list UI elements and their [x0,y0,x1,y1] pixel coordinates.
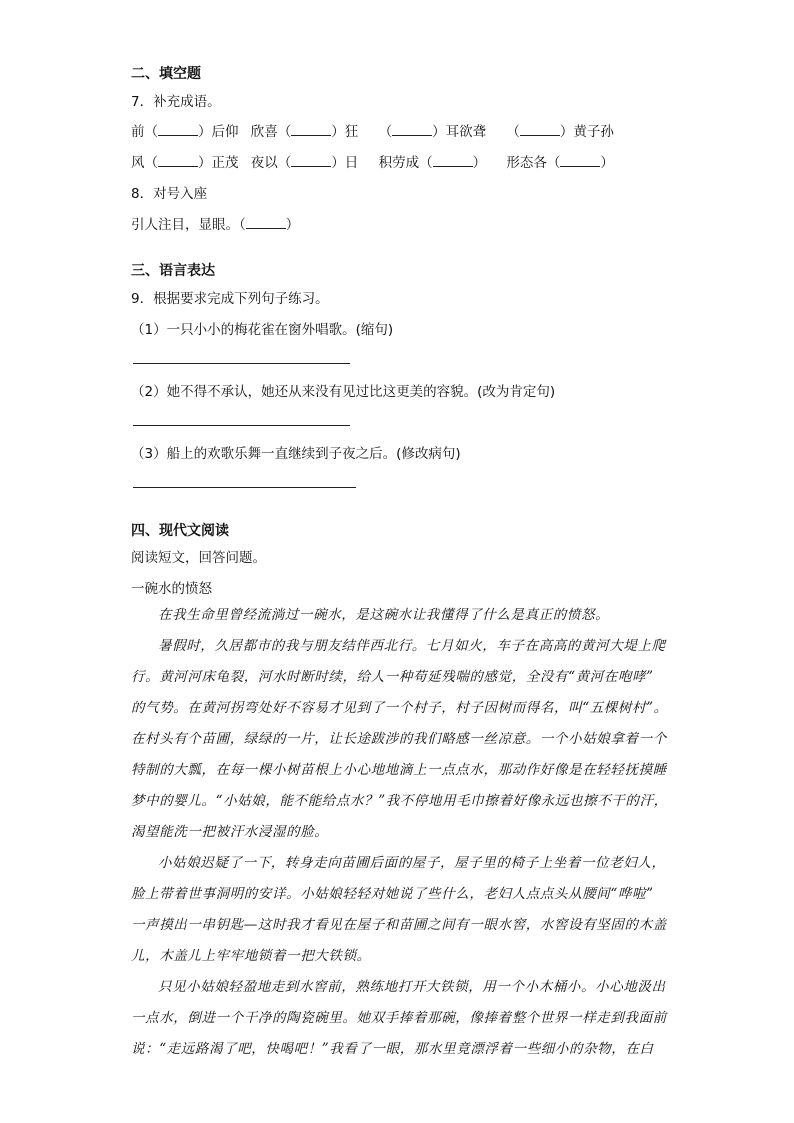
passage-line: 脸上带着世事洞明的安详。小姑娘轻轻对她说了些什么，老妇人点点头从腰间“哗啦” [131,886,654,902]
section-heading-fill: 二、填空题 [131,66,201,82]
reading-instruction: 阅读短文，回答问题。 [131,550,266,566]
idiom-text: 风（ [131,155,158,171]
answer-blank[interactable] [392,123,432,136]
idiom-text: ）狂 [331,124,359,140]
idiom-text: ）耳欲聋 [432,124,487,140]
answer-line-1[interactable] [133,363,350,364]
answer-line-2[interactable] [133,425,350,426]
idiom-text: ）日 [331,155,359,171]
passage-line: 暑假时，久居都市的我与朋友结伴西北行。七月如火，车子在高高的黄河大堤上爬 [158,638,666,654]
idiom-text: ）黄子孙 [559,124,614,140]
answer-line-3[interactable] [133,487,356,488]
passage-line: 在村头有个苗圃，绿绿的一片，让长途跋涉的我们略感一丝凉意。一个小姑娘拿着一个 [131,731,667,747]
sentence-task-1: （1）一只小小的梅花雀在窗外唱歌。(缩句) [131,322,394,338]
passage-line: 儿，木盖儿上牢牢地锁着一把大铁锁。 [131,948,371,964]
sentence-task-3: （3）船上的欢歌乐舞一直继续到子夜之后。(修改病句) [131,446,461,462]
passage-line: 只见小姑娘轻盈地走到水窖前，熟练地打开大铁锁，用一个小木桶小。小心地汲出 [158,979,666,995]
idiom-text: （ [506,124,520,140]
idiom-text: 欣喜（ [250,124,292,140]
passage-line: 一点水，倒进一个干净的陶瓷碗里。她双手捧着那碗，像捧着整个世界一样走到我面前 [131,1010,667,1026]
idiom-text: 前（ [131,124,158,140]
passage-body [131,600,671,1065]
passage-line: 在我生命里曾经流淌过一碗水，是这碗水让我懂得了什么是真正的愤怒。 [158,607,610,623]
idiom-text: 形态各（ [506,155,561,171]
idiom-text: ） [600,155,614,171]
answer-blank[interactable] [291,154,331,167]
passage-line: 小姑娘迟疑了一下，转身走向苗圃后面的屋子，屋子里的椅子上坐着一位老妇人， [158,855,666,871]
passage-title: 一碗水的愤怒 [131,581,212,597]
idiom-text: ）后仰 [198,124,239,140]
answer-blank[interactable] [246,216,286,229]
answer-blank[interactable] [158,154,198,167]
idiom-text: 夜以（ [250,155,292,171]
passage-line: 特制的大瓢，在每一棵小树苗根上小心地地滴上一点点水，那动作好像是在轻轻抚摸睡 [131,762,667,778]
section-heading-reading: 四、现代文阅读 [131,523,229,539]
idiom-row-2 [131,151,614,171]
passage-line: 行。黄河河床龟裂，河水时断时续，给人一种苟延残喘的感觉，全没有“黄河在咆哮” [131,669,654,685]
passage-line: 梦中的婴儿。“小姑娘，能不能给点水？”我不停地用毛巾擦着好像永远也擦不干的汗， [131,793,668,809]
idiom-text: （ [378,124,393,140]
sentence-task-2: （2）她不得不承认，她还从来没有见过比这更美的容貌。(改为肯定句) [131,384,556,400]
question-9: 9．根据要求完成下列句子练习。 [131,291,329,307]
idiom-text: 积劳成（ [378,155,433,171]
answer-blank[interactable] [433,154,473,167]
answer-blank[interactable] [520,123,560,136]
section-heading-language: 三、语言表达 [131,263,215,279]
question-7: 7．补充成语。 [131,94,221,110]
answer-blank[interactable] [291,123,331,136]
item-text: 引人注目，显眼。（ [131,217,246,233]
question-8-item [131,213,299,233]
question-8: 8．对号入座 [131,186,208,202]
idiom-text: ）正茂 [198,155,239,171]
item-text: ） [285,217,300,233]
passage-line: 的气势。在黄河拐弯处好不容易才见到了一个村子，村子因树而得名，叫“五棵树村”。 [131,700,668,716]
passage-line: 一声摸出一串钥匙—这时我才看见在屋子和苗圃之间有一眼水窖，水窖设有坚固的木盖 [131,917,667,933]
idiom-row-1 [131,120,614,140]
passage-line: 说：“走远路渴了吧，快喝吧！”我看了一眼，那水里竟漂浮着一些细小的杂物，在白 [131,1041,654,1057]
idiom-text: ） [472,155,487,171]
answer-blank[interactable] [560,154,600,167]
answer-blank[interactable] [158,123,198,136]
passage-line: 渴望能洗一把被汗水浸湿的脸。 [131,824,329,840]
